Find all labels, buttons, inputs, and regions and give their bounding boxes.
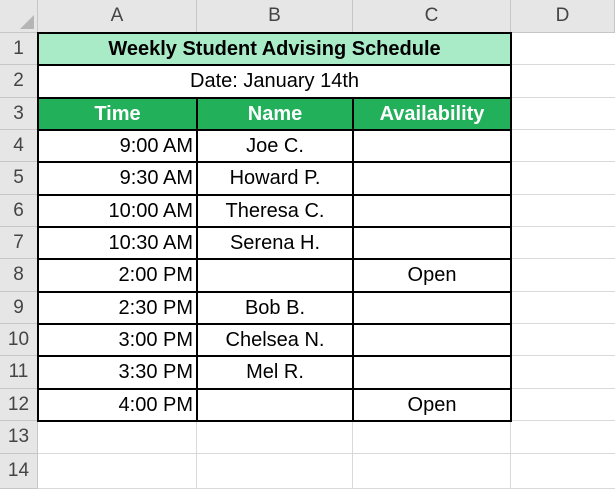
cell-time[interactable]: 3:00 PM (118, 328, 193, 351)
row-header-10[interactable]: 10 (0, 324, 38, 356)
row-header-4[interactable]: 4 (0, 130, 38, 162)
cell-availability[interactable] (353, 292, 511, 324)
cell-name[interactable]: Joe C. (246, 134, 304, 157)
cell-time[interactable]: 10:30 AM (108, 231, 193, 254)
cell-time[interactable]: 9:30 AM (119, 167, 193, 189)
cell-time[interactable]: 2:30 PM (118, 296, 193, 319)
table-border-horizontal (37, 64, 512, 66)
table-border-horizontal (37, 355, 512, 357)
row-header-8[interactable]: 8 (0, 259, 38, 292)
row-header-6[interactable]: 6 (0, 195, 38, 227)
table-border-horizontal (37, 161, 512, 163)
row-header-5[interactable]: 5 (0, 162, 38, 195)
cell-name[interactable]: Serena H. (229, 231, 321, 254)
row-header-2[interactable]: 2 (0, 65, 38, 98)
cell-time[interactable]: 3:30 PM (118, 361, 193, 383)
table-border-horizontal (37, 420, 512, 422)
cell-availability[interactable] (353, 162, 511, 195)
header-availability[interactable]: Availability (353, 98, 511, 130)
cell-availability[interactable] (353, 227, 511, 259)
table-border-vertical (37, 32, 39, 422)
cell-time[interactable]: 10:00 AM (108, 199, 193, 222)
cell-time[interactable]: 2:00 PM (118, 264, 193, 286)
table-border-vertical (510, 32, 512, 422)
column-header-a[interactable]: A (38, 0, 197, 33)
cell-availability[interactable] (353, 130, 511, 162)
cell-name[interactable] (197, 389, 353, 421)
cell-availability[interactable] (353, 356, 511, 389)
row-header-11[interactable]: 11 (0, 356, 38, 389)
select-all-button[interactable] (0, 0, 38, 33)
table-border-horizontal (37, 194, 512, 196)
table-border-horizontal (37, 323, 512, 325)
cell-name[interactable]: Howard P. (229, 167, 321, 189)
row-header-14[interactable]: 14 (0, 454, 38, 489)
table-border-vertical (196, 97, 198, 422)
row-header-12[interactable]: 12 (0, 389, 38, 421)
row-header-7[interactable]: 7 (0, 227, 38, 259)
cell-name[interactable]: Mel R. (246, 361, 304, 383)
header-time[interactable]: Time (38, 98, 197, 130)
cell-availability[interactable] (353, 195, 511, 227)
row-header-3[interactable]: 3 (0, 98, 38, 130)
table-border-vertical (352, 97, 354, 422)
schedule-title[interactable]: Weekly Student Advising Schedule (38, 33, 511, 65)
cell-availability[interactable] (353, 324, 511, 356)
column-header-c[interactable]: C (353, 0, 511, 33)
column-header-b[interactable]: B (197, 0, 353, 33)
cell-time[interactable]: 4:00 PM (118, 393, 193, 416)
select-all-icon (20, 15, 34, 29)
cell-availability[interactable]: Open (407, 264, 457, 286)
table-border-horizontal (37, 258, 512, 260)
cell-name[interactable]: Bob B. (244, 296, 306, 319)
cell-name[interactable] (197, 259, 353, 292)
table-border-horizontal (37, 129, 512, 131)
column-header-d[interactable]: D (511, 0, 615, 33)
cell-availability[interactable]: Open (407, 393, 457, 416)
table-border-horizontal (37, 226, 512, 228)
row-header-13[interactable]: 13 (0, 421, 38, 454)
gridline-horizontal (38, 453, 615, 454)
cell-name[interactable]: Theresa C. (225, 199, 325, 222)
cell-name[interactable]: Chelsea N. (225, 328, 325, 351)
cell-time[interactable]: 9:00 AM (119, 134, 193, 157)
table-border-horizontal (37, 32, 512, 34)
row-header-9[interactable]: 9 (0, 292, 38, 324)
schedule-date[interactable]: Date: January 14th (38, 65, 511, 98)
table-border-horizontal (37, 97, 512, 99)
header-name[interactable]: Name (197, 98, 353, 130)
row-header-1[interactable]: 1 (0, 33, 38, 65)
table-border-horizontal (37, 388, 512, 390)
table-border-horizontal (37, 291, 512, 293)
